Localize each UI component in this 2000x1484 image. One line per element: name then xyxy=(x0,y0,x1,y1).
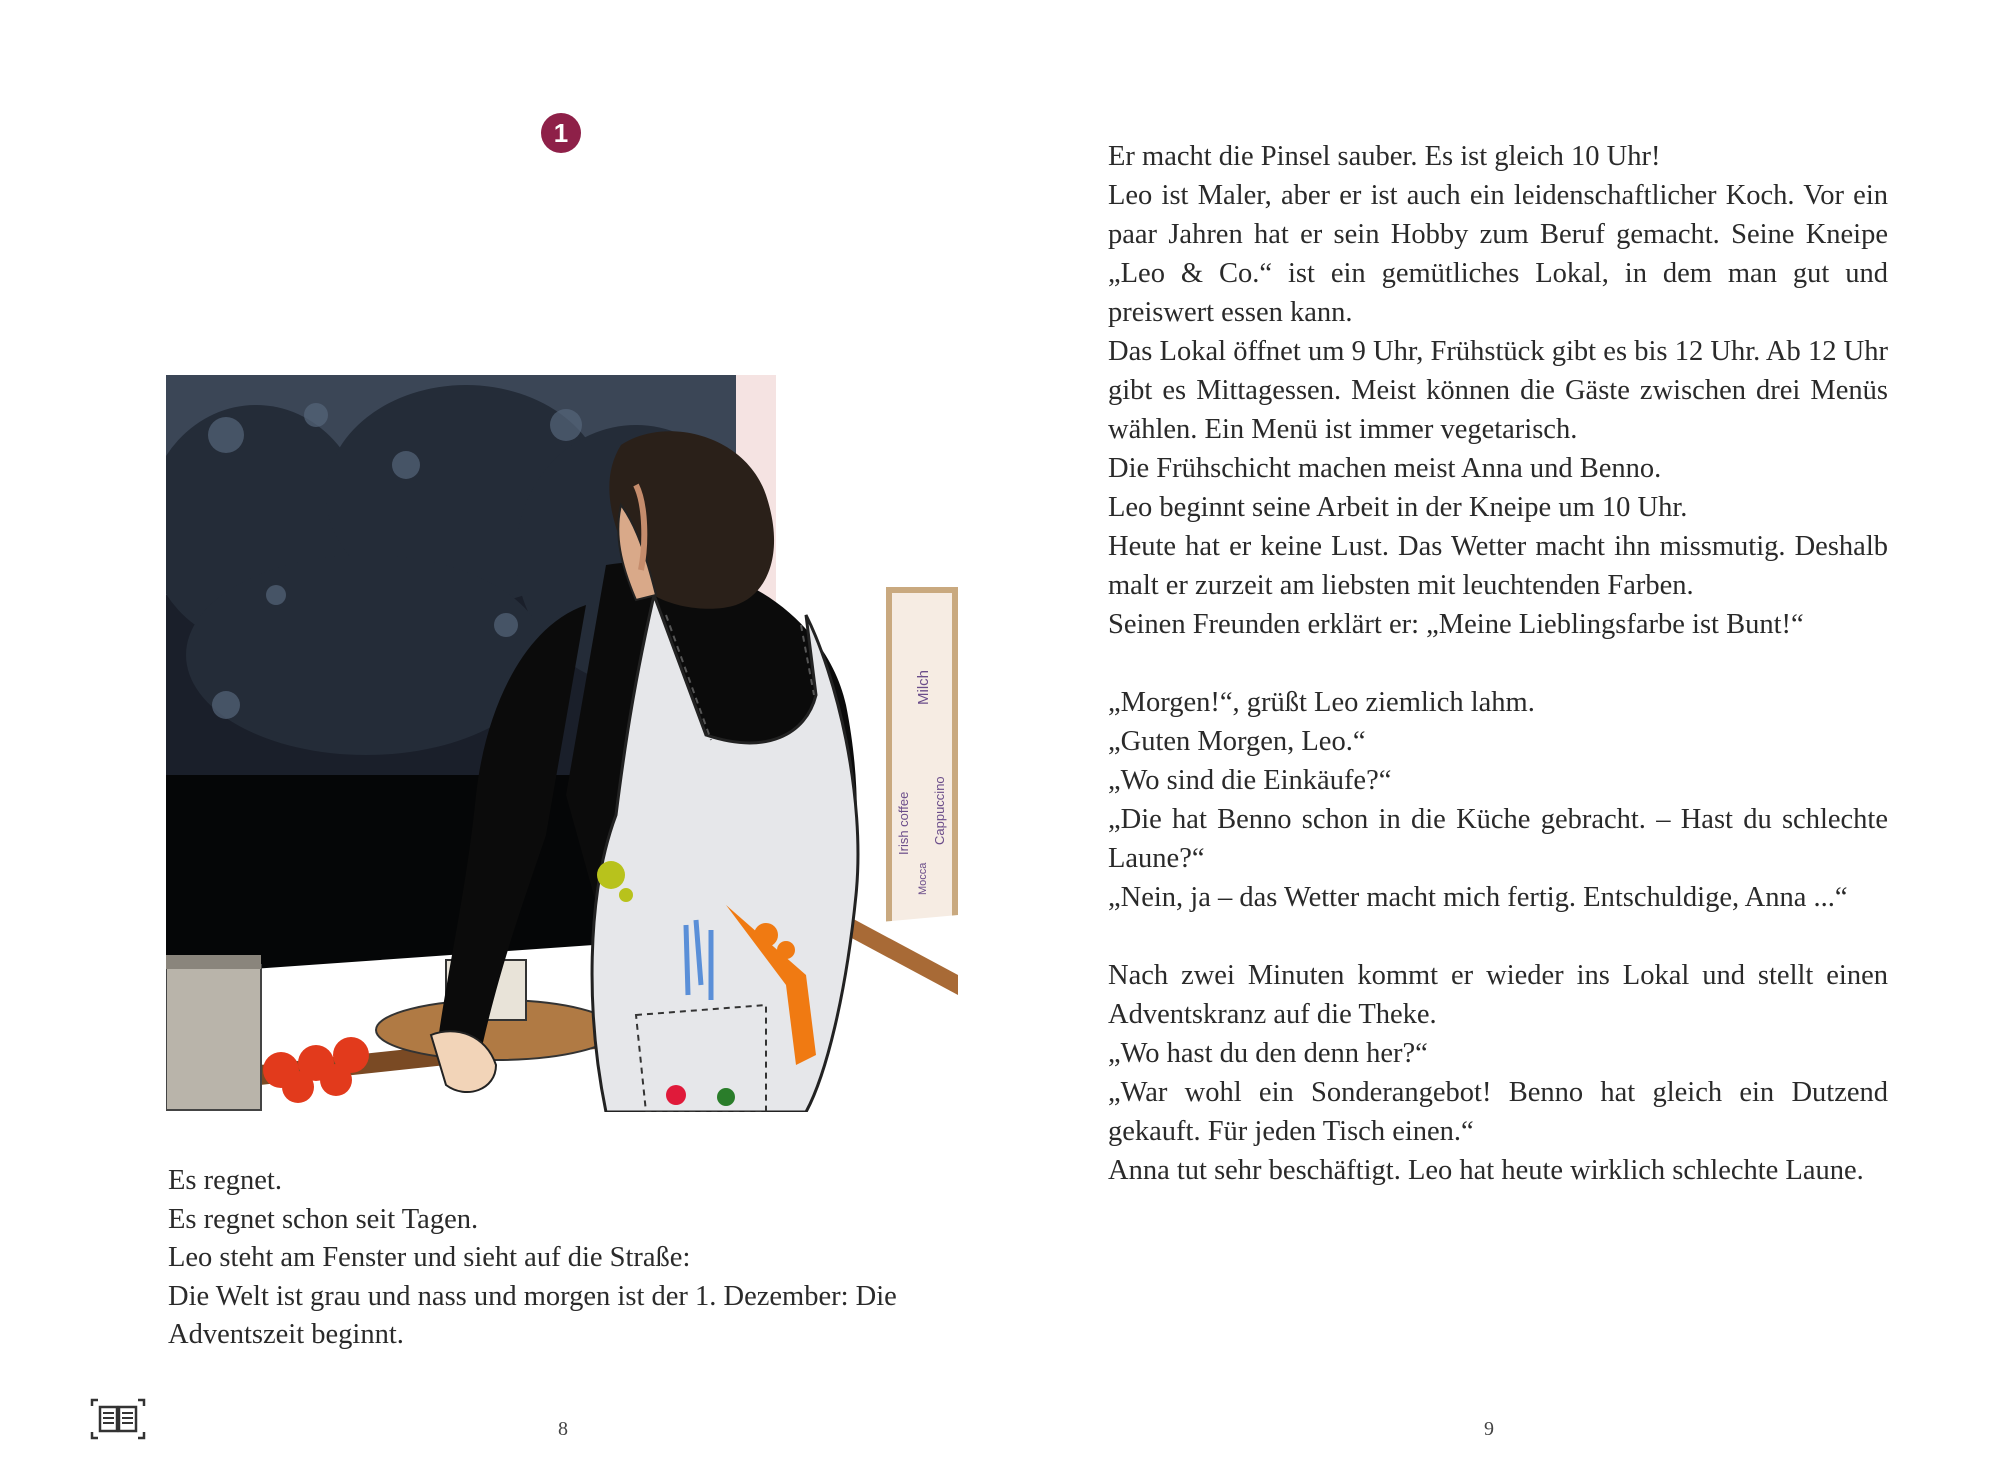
paragraph: Seinen Freunden erklärt er: „Meine Lieblingsfarbe ist Bunt!“ xyxy=(1108,609,1804,640)
paragraph: Die Frühschicht machen meist Anna und Benno. xyxy=(1108,453,1662,484)
menu-board-word: Cappuccino xyxy=(932,776,947,845)
dialogue-line: „War wohl ein Sonderangebot! Benno hat gleich ein Dutzend gekauft. Für jeden Tisch einen.“ xyxy=(1108,1077,1888,1147)
paragraph: Heute hat er keine Lust. Das Wetter macht ihn missmutig. Deshalb malt er zurzeit am liebsten mit leuchtenden Farben. xyxy=(1108,531,1888,601)
menu-board-word: Irish coffee xyxy=(896,791,911,855)
illustration-leo-at-window xyxy=(166,375,958,1112)
paragraph: Nach zwei Minuten kommt er wieder ins Lokal und stellt einen Adventskranz auf die Theke. xyxy=(1108,960,1888,1030)
dialogue-line: „Wo sind die Einkäufe?“ xyxy=(1108,765,1392,796)
dialogue-line: „Nein, ja – das Wetter macht mich fertig. Entschuldige, Anna ...“ xyxy=(1108,882,1848,913)
dialogue-line: „Morgen!“, grüßt Leo ziemlich lahm. xyxy=(1108,687,1535,718)
chapter-badge: 1 xyxy=(541,113,581,153)
right-page-text xyxy=(1108,137,1888,1190)
paragraph-gap xyxy=(1108,644,1888,683)
right-page xyxy=(1000,0,2000,1484)
paragraph-gap xyxy=(1108,917,1888,956)
paragraph: Es regnet. xyxy=(168,1165,282,1196)
paragraph: Das Lokal öffnet um 9 Uhr, Frühstück gibt es bis 12 Uhr. Ab 12 Uhr gibt es Mittagessen. Meist können die Gäste zwischen drei Menüs wählen. Ein Menü ist immer vegetarisch. xyxy=(1108,336,1888,445)
page-number: 8 xyxy=(558,1418,568,1440)
left-page-text xyxy=(168,1162,968,1355)
menu-board-word: Milch xyxy=(915,669,932,705)
paragraph: Die Welt ist grau und nass und morgen ist der 1. Dezember: Die Adventszeit beginnt. xyxy=(168,1280,897,1350)
paragraph: Leo beginnt seine Arbeit in der Kneipe um 10 Uhr. xyxy=(1108,492,1688,523)
paragraph: Anna tut sehr beschäftigt. Leo hat heute wirklich schlechte Laune. xyxy=(1108,1155,1864,1186)
paragraph: Er macht die Pinsel sauber. Es ist gleich 10 Uhr! xyxy=(1108,141,1661,172)
page-number: 9 xyxy=(1484,1418,1494,1440)
open-book-icon[interactable] xyxy=(90,1398,146,1440)
dialogue-line: „Wo hast du den denn her?“ xyxy=(1108,1038,1428,1069)
paragraph: Es regnet schon seit Tagen. xyxy=(168,1203,479,1235)
paragraph: Leo steht am Fenster und sieht auf die Straße: xyxy=(168,1242,691,1273)
dialogue-line: „Guten Morgen, Leo.“ xyxy=(1108,726,1366,757)
dialogue-line: „Die hat Benno schon in die Küche gebracht. – Hast du schlechte Laune?“ xyxy=(1108,804,1888,874)
menu-board-word: Mocca xyxy=(917,862,929,895)
paragraph: Leo ist Maler, aber er ist auch ein leidenschaftlicher Koch. Vor ein paar Jahren hat er sein Hobby zum Beruf gemacht. Seine Kneipe „Leo & Co.“ ist ein gemütliches Lokal, in dem man gut und preiswert essen kann. xyxy=(1108,180,1888,328)
